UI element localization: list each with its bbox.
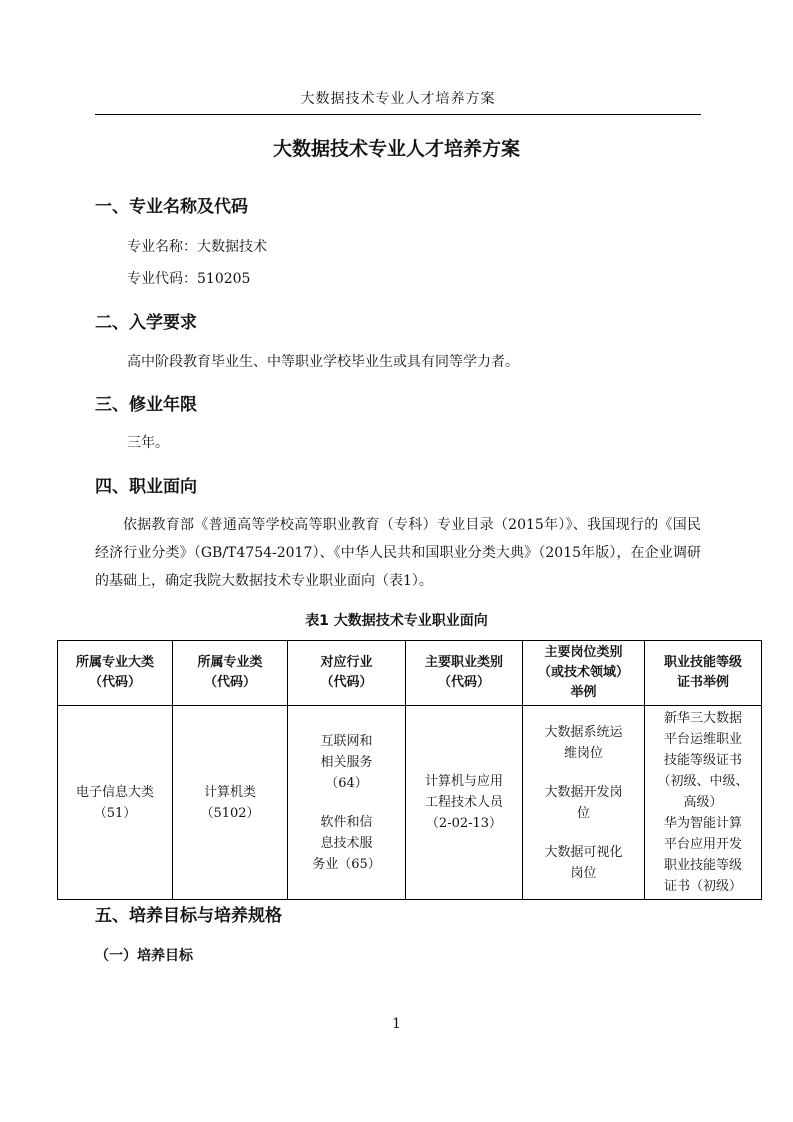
cell-line: 互联网和 — [320, 733, 373, 749]
cell-line: 职业技能等级 — [663, 858, 742, 873]
section-heading-4: 四、职业面向 — [95, 477, 197, 497]
cell-line: 新华三大数据 — [663, 711, 742, 726]
cell-line: 大数据可视化 — [544, 844, 623, 860]
duration-text: 三年。 — [127, 435, 169, 451]
cell-industry — [288, 706, 406, 900]
cell-line: （代码） — [88, 675, 141, 690]
cell-line: 证书举例 — [676, 675, 729, 690]
cell-line: 息技术服 — [320, 835, 373, 851]
cell-line: （初级、中级、 — [657, 774, 749, 789]
cell-line: 软件和信 — [320, 814, 373, 830]
cell-line: 所属专业类 — [197, 655, 263, 670]
header-major-class — [173, 641, 288, 706]
table-row — [58, 706, 762, 900]
cell-line: 维岗位 — [563, 745, 603, 761]
cell-line: 大数据系统运 — [544, 724, 623, 740]
cell-line: 所属专业大类 — [75, 655, 154, 670]
header-positions — [523, 641, 645, 706]
cell-line: 平台运维职业 — [663, 732, 742, 747]
table-header-row — [58, 641, 762, 706]
header-occupation — [406, 641, 523, 706]
cell-line: （代码） — [203, 675, 256, 690]
cell-line: 大数据开发岗 — [544, 784, 623, 800]
cell-line: （代码） — [320, 675, 373, 690]
section-heading-5: 五、培养目标与培养规格 — [95, 906, 282, 926]
document-title: 大数据技术专业人才培养方案 — [272, 138, 520, 160]
page-number: 1 — [392, 1016, 401, 1032]
admission-text: 高中阶段教育毕业生、中等职业学校毕业生或具有同等学力者。 — [127, 354, 519, 370]
cell-line: 高级） — [683, 795, 723, 810]
cell-major-class — [173, 706, 288, 900]
cell-line — [292, 794, 401, 812]
major-code-line: 专业代码：510205 — [127, 271, 251, 287]
cell-line: （51） — [93, 805, 137, 821]
cell-positions — [523, 706, 645, 900]
cell-line: 举例 — [570, 685, 597, 700]
cell-line: 主要岗位类别 — [544, 645, 623, 660]
cell-major-category — [58, 706, 173, 900]
header-rule — [95, 114, 701, 115]
section-heading-1: 一、专业名称及代码 — [95, 197, 248, 217]
cell-line: 相关服务 — [320, 754, 373, 770]
running-header: 大数据技术专业人才培养方案 — [300, 91, 496, 107]
major-name-line: 专业名称：大数据技术 — [127, 239, 267, 255]
cell-line: 计算机与应用 — [424, 774, 503, 789]
cell-line: （64） — [325, 775, 368, 791]
header-major-category — [58, 641, 173, 706]
cell-line: 职业技能等级 — [663, 655, 742, 670]
cell-line: 工程技术人员 — [424, 795, 503, 810]
cell-line: 对应行业 — [320, 655, 373, 670]
cell-line: 技能等级证书 — [663, 753, 742, 768]
cell-line: 平台应用开发 — [663, 837, 742, 852]
cell-line: 主要职业类别 — [424, 655, 503, 670]
cell-line: 华为智能计算 — [663, 816, 742, 831]
header-industry — [288, 641, 406, 706]
subsection-heading-1: （一）培养目标 — [95, 948, 193, 964]
header-certificates — [645, 641, 762, 706]
cell-line: 务业（65） — [312, 856, 381, 872]
cell-line — [527, 824, 640, 842]
table-caption: 表1 大数据技术专业职业面向 — [305, 613, 488, 629]
cell-line: （2-02-13） — [425, 816, 503, 831]
cell-line: 计算机类 — [203, 784, 256, 800]
section-heading-2: 二、入学要求 — [95, 313, 197, 333]
cell-line: （或技术领域） — [537, 665, 629, 680]
cell-certificates — [645, 706, 762, 900]
career-orientation-table — [57, 640, 762, 900]
cell-line: 电子信息大类 — [75, 784, 154, 800]
cell-line: （5102） — [200, 805, 260, 821]
cell-line — [527, 764, 640, 782]
cell-line: 证书（初级） — [663, 879, 742, 894]
cell-line: 位 — [576, 805, 590, 821]
cell-occupation — [406, 706, 523, 900]
cell-line: 岗位 — [570, 865, 597, 881]
cell-line: （代码） — [437, 675, 490, 690]
career-orientation-text: 依据教育部《普通高等学校高等职业教育（专科）专业目录（2015年）》、我国现行的《国民经济行业分类》（GB/T4754-2017）、《中华人民共和国职业分类大典》（2015年版），在企业调研的基础上，确定我院大数据技术专业职业面向（表1）。 — [95, 517, 701, 589]
section-heading-3: 三、修业年限 — [95, 395, 197, 415]
